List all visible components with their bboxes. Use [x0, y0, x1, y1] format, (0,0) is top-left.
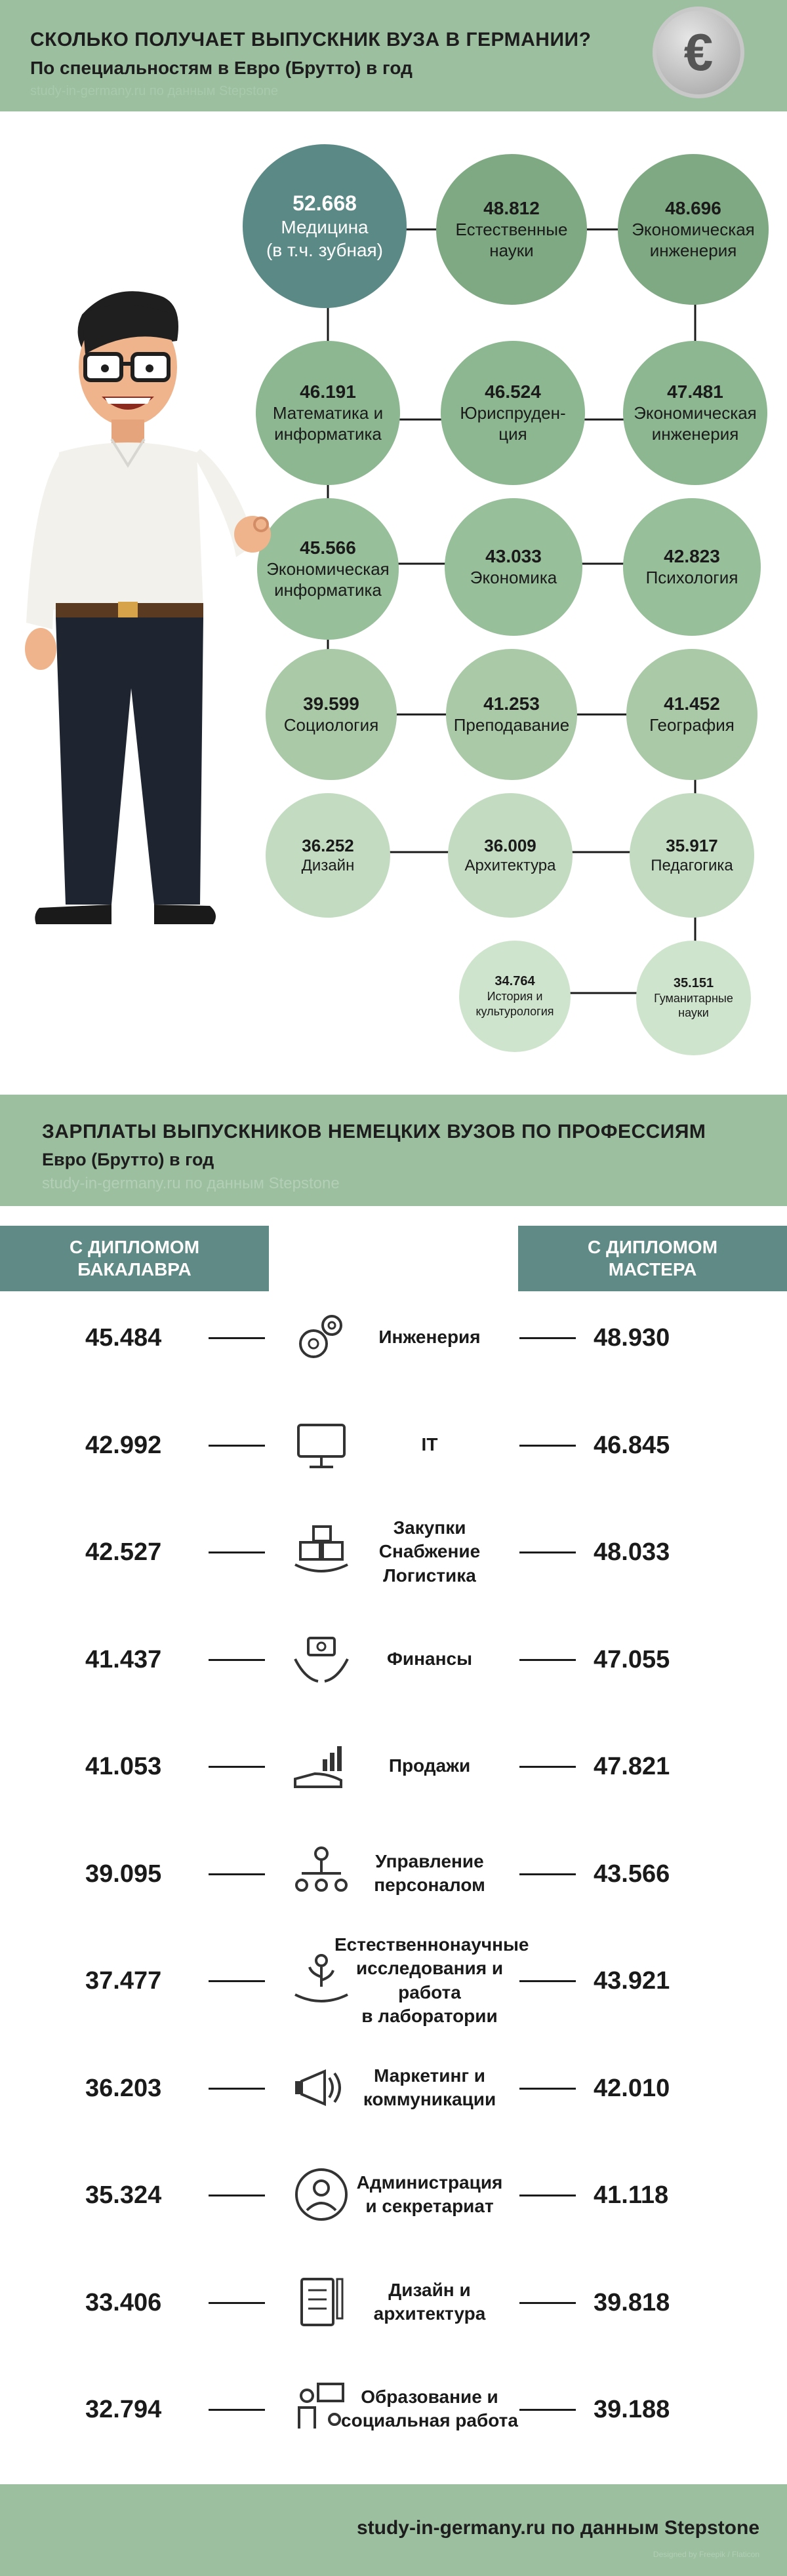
specialty-bubble-teaching	[446, 649, 577, 780]
specialty-value: 34.764	[494, 974, 535, 988]
footer-banner	[0, 2484, 787, 2576]
specialty-value: 45.566	[300, 537, 356, 558]
profession-label: Образование и социальная работа	[341, 2387, 518, 2431]
section2-banner	[0, 1095, 787, 1206]
bachelor-salary: 32.794	[85, 2396, 162, 2423]
connector-line	[519, 2409, 576, 2411]
profession-row	[0, 2155, 787, 2234]
master-salary: 41.118	[594, 2181, 669, 2209]
connector-line	[519, 2195, 576, 2196]
specialty-label: Экономическая инженерия	[632, 219, 755, 260]
bachelor-salary: 41.437	[85, 1646, 162, 1673]
specialty-label: География	[649, 714, 735, 735]
master-salary: 39.818	[594, 2289, 670, 2316]
connector-line	[209, 1445, 265, 1447]
connector-line	[519, 1659, 576, 1661]
profession-row	[0, 1405, 787, 1484]
specialty-value: 46.524	[485, 381, 541, 402]
section2-source: study-in-germany.ru по данным Stepstone	[42, 1175, 340, 1192]
specialty-value: 52.668	[293, 191, 357, 215]
specialty-value: 48.812	[483, 197, 540, 218]
profession-label: Инженерия	[378, 1327, 481, 1347]
profession-label: Естественнонаучные исследования и работа в лаборатории	[334, 1934, 529, 2027]
connector-line	[209, 1873, 265, 1875]
connector-line	[209, 1659, 265, 1661]
specialty-value: 47.481	[667, 381, 723, 402]
specialty-bubble-humanities	[636, 941, 751, 1055]
connector-line	[519, 1445, 576, 1447]
specialty-label: Юриспруден- ция	[460, 402, 566, 444]
connector-line	[519, 2088, 576, 2090]
profession-row	[0, 1834, 787, 1913]
euro-symbol: €	[683, 23, 714, 81]
specialty-bubble-geography	[626, 649, 757, 780]
specialty-value: 43.033	[485, 545, 542, 566]
specialty-bubble-history-culture	[459, 941, 571, 1052]
connector-line	[209, 2409, 265, 2411]
profession-label: Финансы	[387, 1649, 472, 1669]
header-source: study-in-germany.ru по данным Stepstone	[30, 84, 279, 98]
connector-line	[209, 2088, 265, 2090]
bachelor-salary: 33.406	[85, 2289, 162, 2316]
profession-label: Дизайн и архитектура	[373, 2280, 486, 2324]
section2-title: ЗАРПЛАТЫ ВЫПУСКНИКОВ НЕМЕЦКИХ ВУЗОВ ПО ПРОФЕССИЯМ	[42, 1121, 706, 1142]
specialty-bubble-economics	[445, 498, 582, 636]
master-salary: 48.033	[594, 1538, 670, 1566]
bachelor-salary: 35.324	[85, 2181, 162, 2209]
specialty-label: Медицина (в т.ч. зубная)	[266, 216, 384, 260]
specialty-label: Экономическая информатика	[266, 558, 390, 600]
connector-line	[209, 2195, 265, 2196]
specialty-value: 36.252	[302, 835, 354, 855]
page-title: СКОЛЬКО ПОЛУЧАЕТ ВЫПУСКНИК ВУЗА В ГЕРМАНИИ?	[30, 29, 592, 50]
profession-row	[0, 1620, 787, 1698]
profession-label: Управление персоналом	[374, 1851, 485, 1896]
specialty-value: 35.151	[673, 975, 714, 990]
profession-row	[0, 1934, 787, 2027]
bachelor-header-text: С ДИПЛОМОМ БАКАЛАВРА	[69, 1237, 200, 1279]
master-salary: 47.055	[594, 1646, 670, 1673]
specialty-label: Математика и информатика	[272, 402, 384, 444]
specialty-label: Экономика	[470, 567, 557, 587]
specialty-value: 35.917	[666, 835, 718, 855]
specialty-value: 36.009	[484, 835, 536, 855]
connector-line	[209, 2302, 265, 2304]
master-salary: 43.566	[594, 1860, 670, 1888]
bachelor-salary: 37.477	[85, 1967, 162, 1995]
specialty-bubble-natural-sciences	[436, 154, 587, 305]
specialty-bubble-architecture	[448, 793, 573, 918]
master-column-header	[518, 1226, 787, 1291]
connector-line	[209, 1766, 265, 1768]
specialty-label: Педагогика	[651, 856, 733, 874]
specialty-label: Архитектура	[464, 856, 556, 874]
master-salary: 48.930	[594, 1324, 670, 1352]
master-salary: 42.010	[594, 2075, 670, 2102]
profession-row	[0, 1512, 787, 1591]
profession-label: Закупки Снабжение Логистика	[378, 1517, 481, 1586]
profession-row	[0, 2370, 787, 2448]
master-salary: 46.845	[594, 1432, 670, 1459]
connector-line	[519, 2302, 576, 2304]
connector-line	[519, 1337, 576, 1339]
specialty-label: Социология	[283, 714, 379, 735]
profession-row	[0, 1298, 787, 1376]
specialty-bubble-law	[441, 341, 585, 485]
master-salary: 47.821	[594, 1753, 670, 1780]
profession-row	[0, 2048, 787, 2127]
bachelor-salary: 36.203	[85, 2075, 162, 2102]
specialty-value: 41.253	[483, 693, 540, 714]
connector-line	[519, 1551, 576, 1553]
specialty-value: 39.599	[303, 693, 359, 714]
specialty-bubble-pedagogy	[630, 793, 754, 918]
connector-line	[209, 1980, 265, 1982]
bachelor-salary: 45.484	[85, 1324, 162, 1352]
connector-line	[209, 1551, 265, 1553]
profession-label: Администрация и секретариат	[356, 2172, 503, 2217]
profession-row	[0, 1727, 787, 1805]
connector-line	[519, 1766, 576, 1768]
bachelor-salary: 42.527	[85, 1538, 162, 1566]
specialty-value: 48.696	[665, 197, 721, 218]
header-banner	[0, 0, 787, 111]
connector-line	[209, 1337, 265, 1339]
master-salary: 39.188	[594, 2396, 670, 2423]
bachelor-salary: 41.053	[85, 1753, 162, 1780]
footer-source: study-in-germany.ru по данным Stepstone	[356, 2517, 759, 2539]
footer-credit: Designed by Freepik / Flaticon	[653, 2550, 759, 2559]
specialty-label: Гуманитарные науки	[654, 991, 733, 1019]
graduate-person-illustration	[20, 282, 295, 924]
specialty-label: Экономическая инженерия	[634, 402, 757, 444]
profession-label: Маркетинг и коммуникации	[363, 2065, 496, 2110]
profession-label: Продажи	[388, 1755, 471, 1776]
master-header-text: С ДИПЛОМОМ МАСТЕРА	[587, 1237, 718, 1279]
specialty-label: История и культурология	[475, 990, 554, 1018]
connector-line	[519, 1873, 576, 1875]
specialty-label: Дизайн	[301, 856, 355, 874]
page-subtitle: По специальностям в Евро (Брутто) в год	[30, 58, 413, 78]
euro-coin-icon	[653, 7, 744, 98]
specialty-value: 41.452	[664, 693, 720, 714]
profession-label: IT	[421, 1434, 438, 1454]
bachelor-salary: 42.992	[85, 1432, 162, 1459]
specialty-bubble-economic-engineering-1	[618, 154, 769, 305]
specialty-label: Естественные науки	[455, 219, 568, 260]
connector-line	[519, 1980, 576, 1982]
profession-row	[0, 2263, 787, 2341]
bachelor-salary: 39.095	[85, 1860, 162, 1888]
bachelor-column-header	[0, 1226, 269, 1291]
specialty-value: 46.191	[300, 381, 356, 402]
specialty-label: Психология	[645, 567, 738, 587]
master-salary: 43.921	[594, 1967, 670, 1995]
specialty-label: Преподавание	[453, 714, 570, 735]
specialty-bubble-psychology	[623, 498, 761, 636]
specialty-value: 42.823	[664, 545, 720, 566]
specialty-bubble-economic-engineering-2	[623, 341, 767, 485]
section2-subtitle: Евро (Брутто) в год	[42, 1150, 214, 1169]
